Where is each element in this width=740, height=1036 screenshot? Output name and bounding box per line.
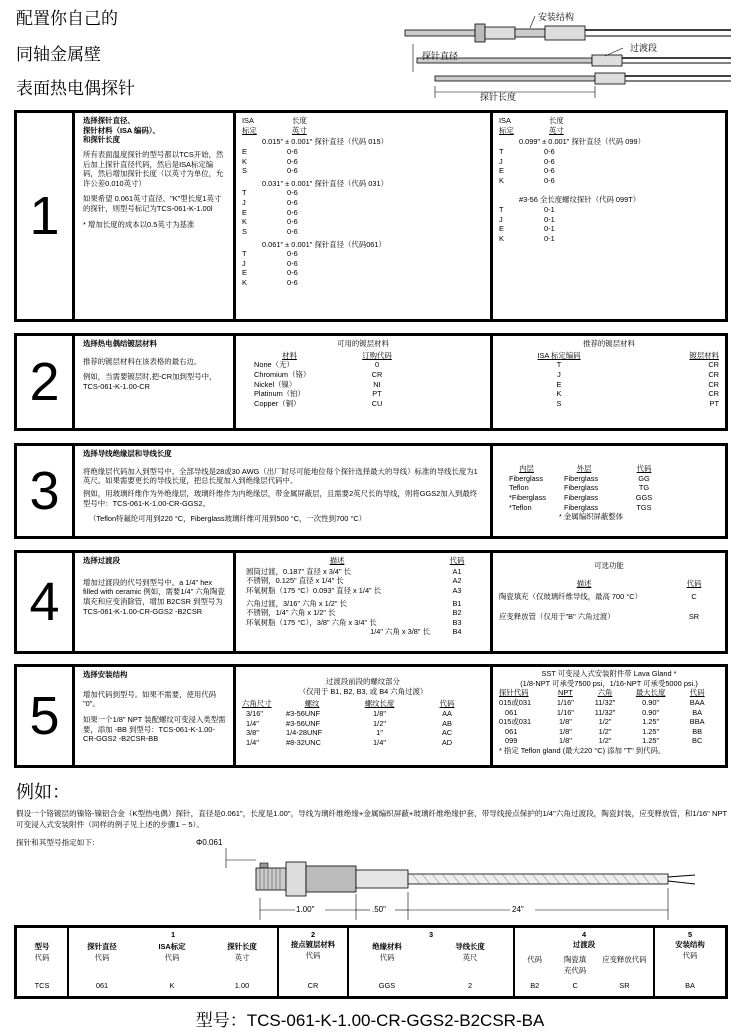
hex-cell: 3/16" <box>246 708 264 718</box>
h-isa2: 标定 <box>499 125 514 135</box>
len-cell: 1.25" <box>642 736 660 746</box>
code-cell: CR <box>371 369 383 379</box>
cell-title: 探针长度 <box>227 942 257 951</box>
len-cell: 0-6 <box>544 146 555 156</box>
spec-label: 探针和其型号指定如下： <box>16 838 100 847</box>
code-cell: 0 <box>374 360 380 370</box>
step5-para-2: 如果一个1/8" NPT 装配螺纹可变浸入类型需要，添加 -BB 到型号：TCS-061-K-1.00-CR-GGS2 -B2CSR-BB <box>83 714 226 744</box>
hex-cell: 1/4" <box>246 718 259 728</box>
table-title: 可用的镀层材料 <box>337 339 389 348</box>
h-probe: 探针代码 <box>499 688 529 698</box>
probe-cell: 015或031 <box>499 697 532 707</box>
cell-sub: 代码 <box>379 953 395 962</box>
isa-cell: E <box>242 146 247 156</box>
step2-para-2: 例如，当需要镀层时,把-CR加到型号中，TCS-061-K-1.00-CR <box>83 372 217 391</box>
code-cell: B3 <box>452 617 462 627</box>
mat-cell: CR <box>708 389 719 399</box>
isa-cell: S <box>556 398 562 408</box>
step2-right-table <box>493 336 725 428</box>
isa-cell: J <box>499 156 503 166</box>
sub-code-value: B2 <box>530 981 540 990</box>
step-5-panel <box>14 664 728 768</box>
cell-sub: 英尺 <box>462 953 478 962</box>
cell-probe-length <box>207 928 277 996</box>
probe-cell: 099 <box>505 736 518 746</box>
h-len: 最大长度 <box>635 688 666 698</box>
mat-cell: Platinum（铂） <box>254 389 305 399</box>
sub-code-label: 代码 <box>527 955 543 964</box>
dim-lead-length: 24" <box>512 905 524 914</box>
hex-cell: 3/8" <box>246 728 259 738</box>
npt-cell: 1/8" <box>558 736 572 746</box>
len-cell: 0-6 <box>287 146 298 156</box>
code-cell: AD <box>441 737 453 747</box>
label-transition: 过渡段 <box>630 43 658 53</box>
tlen-cell: 1" <box>376 728 383 738</box>
h-thread: 螺纹 <box>304 699 320 709</box>
len-cell: 0-6 <box>287 217 298 227</box>
h-desc: 描述 <box>329 556 345 565</box>
hex-cell: 1/4" <box>246 737 259 747</box>
mat-cell: Chromium（铬） <box>254 369 311 379</box>
cell-title: ISA标定 <box>158 942 186 951</box>
tlen-cell: 1/2" <box>373 718 386 728</box>
isa-cell: E <box>242 207 247 217</box>
code-cell: PT <box>372 389 382 399</box>
len-cell: 1.25" <box>642 726 660 736</box>
title-line-1: 配置你自己的 <box>16 9 118 28</box>
desc-cell: 圆筒过渡，0.187" 直径 x 3/4" 长 <box>246 566 352 576</box>
len-cell: 0-1 <box>544 214 555 224</box>
h-isa: ISA <box>499 116 511 125</box>
cell-transition <box>513 928 653 996</box>
h-tlen: 螺纹长度 <box>364 699 395 709</box>
sub-strain-value: SR <box>619 981 630 990</box>
mat-cell: PT <box>709 398 719 408</box>
step4-heading: 选择过渡段 <box>83 556 120 565</box>
group-title: 0.061" ± 0.001" 探针直径（代码061） <box>262 239 386 249</box>
step-label: 1 <box>170 930 176 939</box>
cell-value: K <box>169 981 175 990</box>
cell-title: 型号 <box>34 942 50 951</box>
step1-right-table <box>493 113 725 319</box>
outer-cell: Fiberglass <box>564 502 599 512</box>
cell-sub: 代码 <box>164 953 180 962</box>
step1-mid-table <box>236 113 490 319</box>
outer-cell: Fiberglass <box>564 483 599 493</box>
h-code: 订购代码 <box>362 350 392 360</box>
model-table <box>14 925 728 999</box>
h-mat: 材料 <box>282 350 297 360</box>
label-install-structure: 安装结构 <box>538 12 575 22</box>
step3-heading: 选择导线绝缘层和导线长度 <box>83 449 172 458</box>
len-cell: 0-1 <box>544 233 555 243</box>
h-code: 代码 <box>439 699 455 709</box>
desc-cell: 六角过渡，3/16" 六角 x 1/2" 长 <box>246 598 347 608</box>
h-code: 代码 <box>636 464 652 473</box>
isa-cell: K <box>242 156 247 166</box>
step3-right-table <box>493 446 725 536</box>
code-cell: TGS <box>636 502 652 512</box>
label-probe-length: 探针长度 <box>480 92 517 102</box>
h-code: 代码 <box>689 688 705 698</box>
code-cell: C <box>691 592 697 602</box>
step5-mid-table <box>236 667 490 765</box>
hex-cell: 11/32" <box>594 697 616 707</box>
step-2-panel <box>14 333 728 431</box>
example-probe-diagram <box>190 848 710 923</box>
code-cell: CU <box>371 398 383 408</box>
step2-heading: 选择热电偶结镀层材料 <box>83 339 157 348</box>
cell-install <box>653 928 725 996</box>
code-cell: B4 <box>452 627 462 637</box>
len-cell: 0-6 <box>544 156 555 166</box>
code-cell: AB <box>442 718 452 728</box>
step-number: 2 <box>17 336 75 428</box>
dim-transition-length: .50" <box>372 905 386 914</box>
sub-ceramic-label: 陶瓷填充代码 <box>563 955 587 975</box>
cell-title: 接点镀层材料 <box>290 940 336 949</box>
cell-model <box>17 928 67 996</box>
inner-cell: *Teflon <box>509 502 532 512</box>
desc-cell: 应变释放管（仅用于"B" 六角过渡） <box>499 611 615 621</box>
cell-sub: 代码 <box>34 953 50 962</box>
code-cell: B2 <box>452 608 462 618</box>
model-number: 型号：TCS-061-K-1.00-CR-GGS2-B2CSR-BA <box>195 1011 545 1030</box>
isa-cell: K <box>499 233 504 243</box>
h-len2: 英寸 <box>292 125 307 135</box>
len-cell: 0.90" <box>642 697 660 707</box>
h-hex: 六角 <box>597 688 613 698</box>
cell-lead-length <box>427 928 513 996</box>
step-label: 4 <box>581 930 587 939</box>
isa-cell: S <box>242 226 247 236</box>
isa-cell: J <box>499 214 503 224</box>
step-number: 1 <box>17 113 75 319</box>
npt-cell: 1/8" <box>558 726 572 736</box>
mat-cell: CR <box>708 369 719 379</box>
h-npt: NPT <box>557 688 573 698</box>
sub-ceramic-value: C <box>572 981 578 990</box>
mat-cell: Nickel（镍） <box>254 379 297 389</box>
cell-junction-plating <box>277 928 347 996</box>
len-cell: 1.25" <box>642 717 660 727</box>
probe-cell: 015或031 <box>499 717 532 727</box>
len-cell: 0-6 <box>287 249 298 259</box>
title-line-3: 表面热电偶探针 <box>16 79 135 98</box>
hex-cell: 11/32" <box>594 707 616 717</box>
probe-cell: 061 <box>505 726 518 736</box>
len-cell: 0-6 <box>287 166 298 176</box>
isa-cell: E <box>499 166 504 176</box>
h-hex: 六角尺寸 <box>242 699 272 709</box>
isa-cell: J <box>242 258 246 268</box>
table-title: 过渡段前段的螺纹部分 <box>326 677 400 686</box>
step2-mid-table <box>236 336 490 428</box>
h-inner: 内层 <box>519 464 534 473</box>
group-title: 0.015" ± 0.001" 探针直径（代码 015） <box>262 137 388 147</box>
step-label: 2 <box>310 930 316 939</box>
cell-sub: 代码 <box>94 953 110 962</box>
isa-cell: J <box>557 369 561 379</box>
step4-para: 增加过渡段的代号到型号中。a 1/4" hex filled with ceramic 例如，需要1/4" 六角陶瓷填充和应变消除管，增加 B2CSR 到型号为 TCS-061-K-1.00-CR-GGS2 -B2CSR <box>83 577 225 616</box>
len-cell: 0-6 <box>287 268 298 278</box>
step4-right-table <box>493 553 725 651</box>
cell-title: 探针直径 <box>87 942 117 951</box>
tlen-cell: 1/4" <box>373 737 386 747</box>
code-cell: BC <box>692 736 703 746</box>
desc-cell: 环氧树脂（175 °C），3/8" 六角 x 3/4" 长 <box>246 617 377 627</box>
table-title: SST 可变浸入式安装附件带 Lava Gland * <box>541 669 677 678</box>
mat-cell: CR <box>708 379 719 389</box>
group-title: 0.031" ± 0.001" 探针直径（代码 031） <box>262 178 388 188</box>
step1-para-1: 所有表面温度探针的型号都以TCS开始，然后加上探针直径代码，然后是ISA标定编码，然后增加探针长度（以英寸为单位，允许公差0.010英寸） <box>83 149 224 188</box>
outer-cell: Fiberglass <box>564 492 599 502</box>
table-title: 推荐的镀层材料 <box>583 339 635 348</box>
code-cell: AA <box>442 708 452 718</box>
h-outer: 外层 <box>576 464 592 473</box>
h-mat: 镀层材料 <box>689 350 719 360</box>
hex-cell: 1/2" <box>598 726 612 736</box>
len-cell: 0-6 <box>287 207 298 217</box>
h-len: 长度 <box>549 116 564 125</box>
code-cell: AC <box>441 728 453 738</box>
step-number: 5 <box>17 667 75 765</box>
len-cell: 0-1 <box>544 205 555 214</box>
isa-cell: E <box>242 268 247 278</box>
step-number: 4 <box>17 553 75 651</box>
code-cell: BA <box>692 707 703 717</box>
code-cell: NI <box>373 379 381 389</box>
len-cell: 0-6 <box>287 258 298 268</box>
isa-cell: T <box>556 360 562 370</box>
cell-title: 绝缘材料 <box>372 942 402 951</box>
diameter-label: Φ0.061 <box>196 838 223 847</box>
shield-note: * 金属编织屏蔽整体 <box>559 512 624 522</box>
inner-cell: Teflon <box>509 483 529 493</box>
mat-cell: CR <box>708 360 719 370</box>
h-len: 长度 <box>292 116 307 125</box>
code-cell: SR <box>688 611 700 621</box>
step-number: 3 <box>17 446 75 536</box>
step-label: 5 <box>687 930 693 939</box>
len-cell: 0-6 <box>544 175 555 185</box>
table-subtitle: （仅用于 B1, B2, B3, 或 B4 六角过渡） <box>298 686 428 696</box>
h-len2: 英寸 <box>549 125 564 135</box>
len-cell: 0-6 <box>544 166 555 176</box>
isa-cell: K <box>499 175 504 185</box>
inner-cell: *Fiberglass <box>509 492 546 502</box>
isa-cell: K <box>242 278 247 287</box>
isa-cell: T <box>242 188 247 198</box>
len-cell: 0-6 <box>287 226 298 236</box>
cell-title: 过渡段 <box>572 940 596 949</box>
desc-cell: 不锈钢，1/4" 六角 x 1/2" 长 <box>246 608 336 618</box>
desc-cell: 1/4" 六角 x 3/8" 长 <box>370 627 430 637</box>
label-probe-diameter: 探针直径 <box>422 51 459 61</box>
step-4-panel <box>14 550 728 654</box>
len-cell: 0-1 <box>544 224 555 234</box>
gland-note: * 指定 Teflon gland (最大220 °C) 添加 "T" 到代码。 <box>499 746 666 755</box>
step5-heading: 选择安装结构 <box>83 670 128 679</box>
cell-probe-diameter <box>67 928 137 996</box>
h-code: 代码 <box>686 578 702 588</box>
table-subtitle: (1/8-NPT 可承受7500 psi，1/16-NPT 可承受5000 psi.) <box>520 678 698 688</box>
group-title: #3-56 全长度螺纹探针（代码 099T） <box>519 195 641 205</box>
step-label: 3 <box>428 930 434 939</box>
h-isa: ISA <box>242 116 254 125</box>
desc-cell: 环氧树脂（175 °C）0.093" 直径 x 1/4" 长 <box>246 585 382 595</box>
outer-cell: Fiberglass <box>564 473 599 483</box>
isa-cell: J <box>242 198 246 207</box>
thread-cell: 1/4-28UNF <box>286 728 323 738</box>
desc-cell: 不锈钢，0.125" 直径 x 1/4" 长 <box>246 576 344 586</box>
cell-value: GGS <box>378 981 396 990</box>
desc-cell: 陶瓷填充（仅玻璃纤维导线，最高 700 °C） <box>499 592 642 602</box>
code-cell: BAA <box>689 697 705 707</box>
npt-cell: 1/16" <box>556 697 574 707</box>
isa-cell: T <box>242 249 247 259</box>
cell-sub: 代码 <box>305 951 321 960</box>
isa-cell: S <box>242 166 247 176</box>
thread-cell: #3-56UNF <box>286 708 321 718</box>
cell-sub: 代码 <box>682 951 698 960</box>
cell-value: TCS <box>34 981 50 990</box>
step3-para-3: （Teflon特氟纶可用到220 °C，Fiberglass玻璃纤维可用到500 °C，一次性到700 °C） <box>89 514 367 524</box>
cell-value: 061 <box>95 981 109 990</box>
code-cell: BB <box>692 726 703 736</box>
hex-cell: 1/2" <box>598 717 612 727</box>
code-cell: B1 <box>452 598 462 608</box>
isa-cell: E <box>556 379 562 389</box>
step1-heading-1: 选择探针直径、 <box>83 116 135 125</box>
mat-cell: None（无） <box>254 360 294 370</box>
cell-value: BA <box>685 981 695 990</box>
step3-para-1: 将绝缘层代码加入到型号中。全部导线是28或30 AWG（出厂时尽可能地位每个探针选择最大的导线）标准的导线长度为1英尺。如果需要更长的导线长度，把总长度加入到绝缘层代码中。 <box>83 466 478 486</box>
code-cell: GG <box>638 473 650 483</box>
hex-cell: 1/2" <box>598 736 612 746</box>
isa-cell: K <box>242 217 247 227</box>
npt-cell: 1/8" <box>558 717 572 727</box>
mat-cell: Copper（铜） <box>254 398 301 408</box>
step5-para-1: 增加代码到型号。如果不需要，使用代码 "0"。 <box>83 689 217 709</box>
code-cell: BBA <box>689 717 705 727</box>
step4-mid-table <box>236 553 490 651</box>
cell-title: 导线长度 <box>455 942 485 951</box>
code-cell: GGS <box>635 492 653 502</box>
isa-cell: K <box>556 389 562 399</box>
cell-value: 1.00 <box>234 981 250 990</box>
code-cell: A2 <box>452 576 462 586</box>
dim-probe-length: 1.00" <box>296 905 315 914</box>
code-cell: A3 <box>452 585 462 595</box>
group-title: 0.099" ± 0.001" 探针直径（代码 099） <box>519 137 645 147</box>
step2-para-1: 推荐的镀层材料在该表格的最右边。 <box>83 356 202 366</box>
cell-title: 安装结构 <box>675 940 705 949</box>
len-cell: 0-6 <box>287 188 298 198</box>
len-cell: 0-6 <box>287 198 298 207</box>
step1-heading-3: 和探针长度 <box>83 135 120 145</box>
h-isa: ISA 标定编码 <box>537 350 581 360</box>
example-title: 例如： <box>16 782 70 802</box>
step1-para-3: * 增加长度的成本以0.5英寸为基准 <box>83 219 195 229</box>
len-cell: 0-6 <box>287 278 298 287</box>
isa-cell: T <box>499 146 504 156</box>
len-cell: 0.90" <box>642 707 660 717</box>
npt-cell: 1/16" <box>556 707 574 717</box>
step1-heading-2: 探针材料（ISA 编码）、 <box>83 125 160 135</box>
isa-cell: E <box>499 224 504 234</box>
thread-cell: #3-56UNF <box>286 718 321 728</box>
len-cell: 0-6 <box>287 156 298 166</box>
tlen-cell: 1/8" <box>373 708 386 718</box>
step-1-panel <box>14 110 728 322</box>
example-text: 假设一个铬镀层的镍铬-镍铝合金（K型热电偶）探针，直径是0.061"，长度是1.00"，导线为璃纤维绝缘+金属编织屏蔽+玻璃纤维绝缘护套，带导线接点保护的1/4"六角过渡段，陶瓷封装，应变释放管，和1/16" NPT可变浸入式安装附件（同样的例子见上述的步骤1 ~ 5）。 <box>16 809 728 829</box>
cell-isa <box>137 928 207 996</box>
table-title: 可选功能 <box>594 561 624 570</box>
thread-cell: #8-32UNC <box>286 737 321 747</box>
step1-para-2: 如果希望 0.061英寸直径、"K"型长度1英寸的探针，则型号标记为TCS-061-K-1.00l <box>83 194 222 213</box>
cell-sub: 英寸 <box>234 953 250 962</box>
isa-cell: T <box>499 205 504 214</box>
step3-para-2: 例如，用玻璃纤维作为外绝缘层，玻璃纤维作为内绝缘层，带金属屏蔽层，且需要2英尺长的导线，则将GGS2加入到最终型号中：TCS-061-K-1.00-CR-GGS2。 <box>83 488 478 508</box>
sub-strain-label: 应变释放代码 <box>602 955 647 964</box>
inner-cell: Fiberglass <box>509 473 544 483</box>
h-isa2: 标定 <box>242 125 257 135</box>
probe-cell: 061 <box>505 707 518 717</box>
cell-value: 2 <box>467 981 473 990</box>
code-cell: A1 <box>452 566 462 576</box>
h-desc: 描述 <box>576 578 592 588</box>
step5-right-table <box>493 667 725 765</box>
step-3-panel <box>14 443 728 539</box>
title-line-2: 同轴金属壁 <box>16 45 101 64</box>
h-code: 代码 <box>449 556 465 565</box>
code-cell: TG <box>638 483 650 493</box>
cell-value: CR <box>307 981 319 990</box>
cell-insulation <box>347 928 427 996</box>
